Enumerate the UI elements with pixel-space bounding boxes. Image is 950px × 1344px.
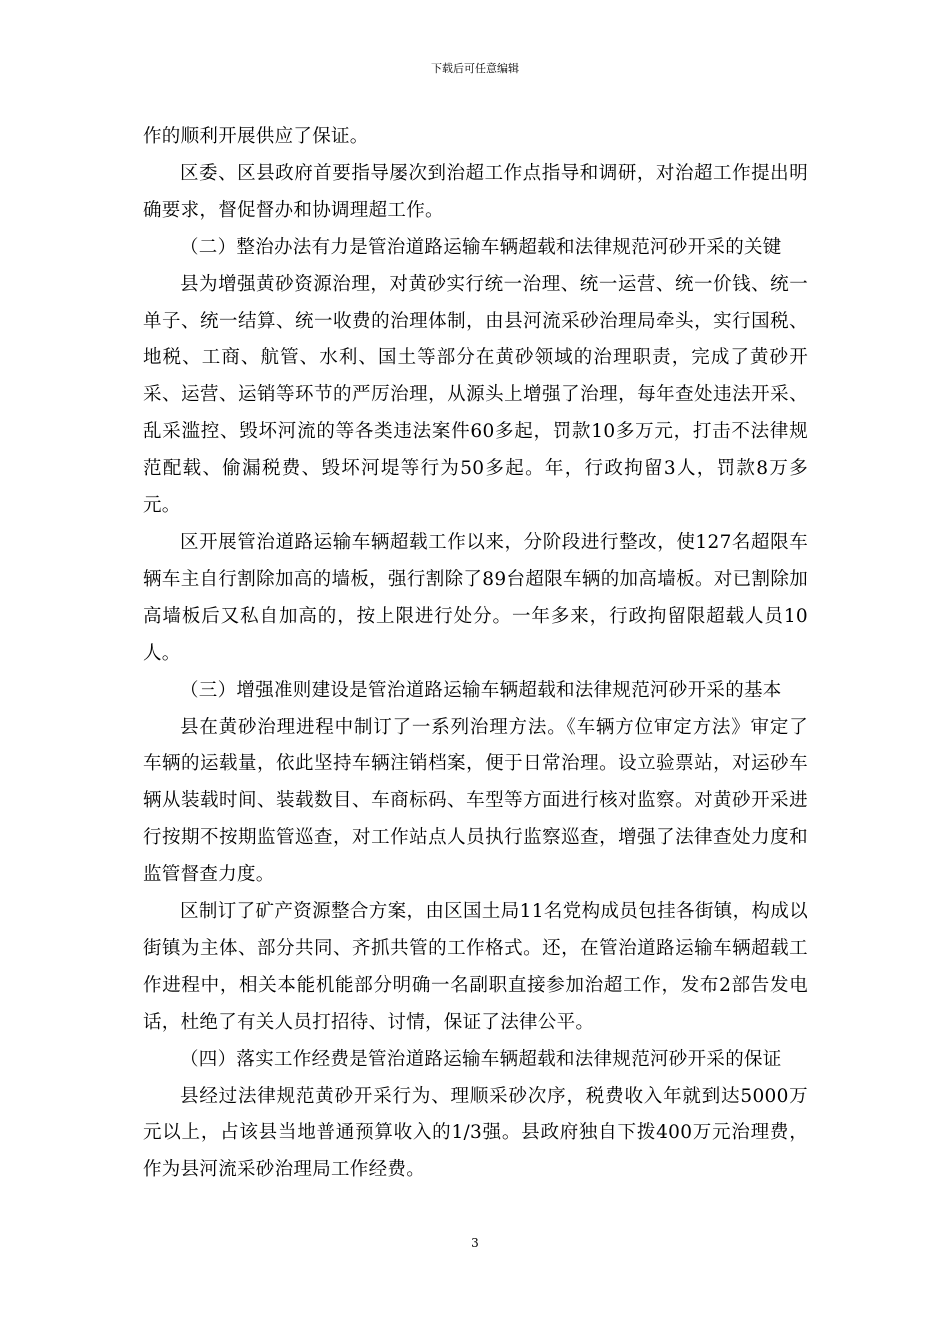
document-body: [143, 119, 808, 1189]
paragraph: 区开展管治道路运输车辆超载工作以来，分阶段进行整改，使127名超限车辆车主自行割除加高的墙板，强行割除了89台超限车辆的加高墙板。对已割除加高墙板后又私自加高的，按上限进行处分。一年多来，行政拘留限超载人员10人。: [143, 531, 808, 664]
paragraph: 县经过法律规范黄砂开采行为、理顺采砂次序，税费收入年就到达5000万元以上，占该县当地普通预算收入的1/3强。县政府独自下拨400万元治理费，作为县河流采砂治理局工作经费。: [143, 1085, 808, 1181]
section-heading-2: （二）整治办法有力是管治道路运输车辆超载和法律规范河砂开采的关键: [180, 236, 782, 258]
page-number: 3: [471, 1236, 479, 1250]
paragraph-continuation: 作的顺利开展供应了保证。: [143, 126, 369, 147]
page-header: 下载后可任意编辑: [431, 62, 519, 75]
paragraph: 区制订了矿产资源整合方案，由区国土局11名党构成员包挂各街镇，构成以街镇为主体、部分共同、齐抓共管的工作格式。还，在管治道路运输车辆超载工作进程中，相关本能机能部分明确一名副职直接参加治超工作，发布2部告发电话，杜绝了有关人员打招待、讨情，保证了法律公平。: [143, 901, 808, 1033]
section-heading-3: （三）增强准则建设是管治道路运输车辆超载和法律规范河砂开采的基本: [180, 679, 782, 701]
paragraph: 县为增强黄砂资源治理，对黄砂实行统一治理、统一运营、统一价钱、统一单子、统一结算、统一收费的治理体制，由县河流采砂治理局牵头，实行国税、地税、工商、航管、水利、国土等部分在黄砂领域的治理职责，完成了黄砂开采、运营、运销等环节的严厉治理，从源头上增强了治理，每年查处违法开采、乱采滥控、毁坏河流的等各类违法案件60多起，罚款10多万元，打击不法律规范配载、偷漏税费、毁坏河堤等行为50多起。年，行政拘留3人，罚款8万多元。: [143, 273, 808, 517]
paragraph: 县在黄砂治理进程中制订了一系列治理方法。《车辆方位审定方法》审定了车辆的运载量，依此坚持车辆注销档案，便于日常治理。设立验票站，对运砂车辆从装载时间、装载数目、车商标码、车型等方面进行核对监察。对黄砂开采进行按期不按期监管巡查，对工作站点人员执行监察巡查，增强了法律查处力度和监管督查力度。: [143, 716, 808, 886]
section-heading-4: （四）落实工作经费是管治道路运输车辆超载和法律规范河砂开采的保证: [180, 1048, 782, 1070]
paragraph: 区委、区县政府首要指导屡次到治超工作点指导和调研，对治超工作提出明确要求，督促督办和协调理超工作。: [143, 162, 808, 221]
